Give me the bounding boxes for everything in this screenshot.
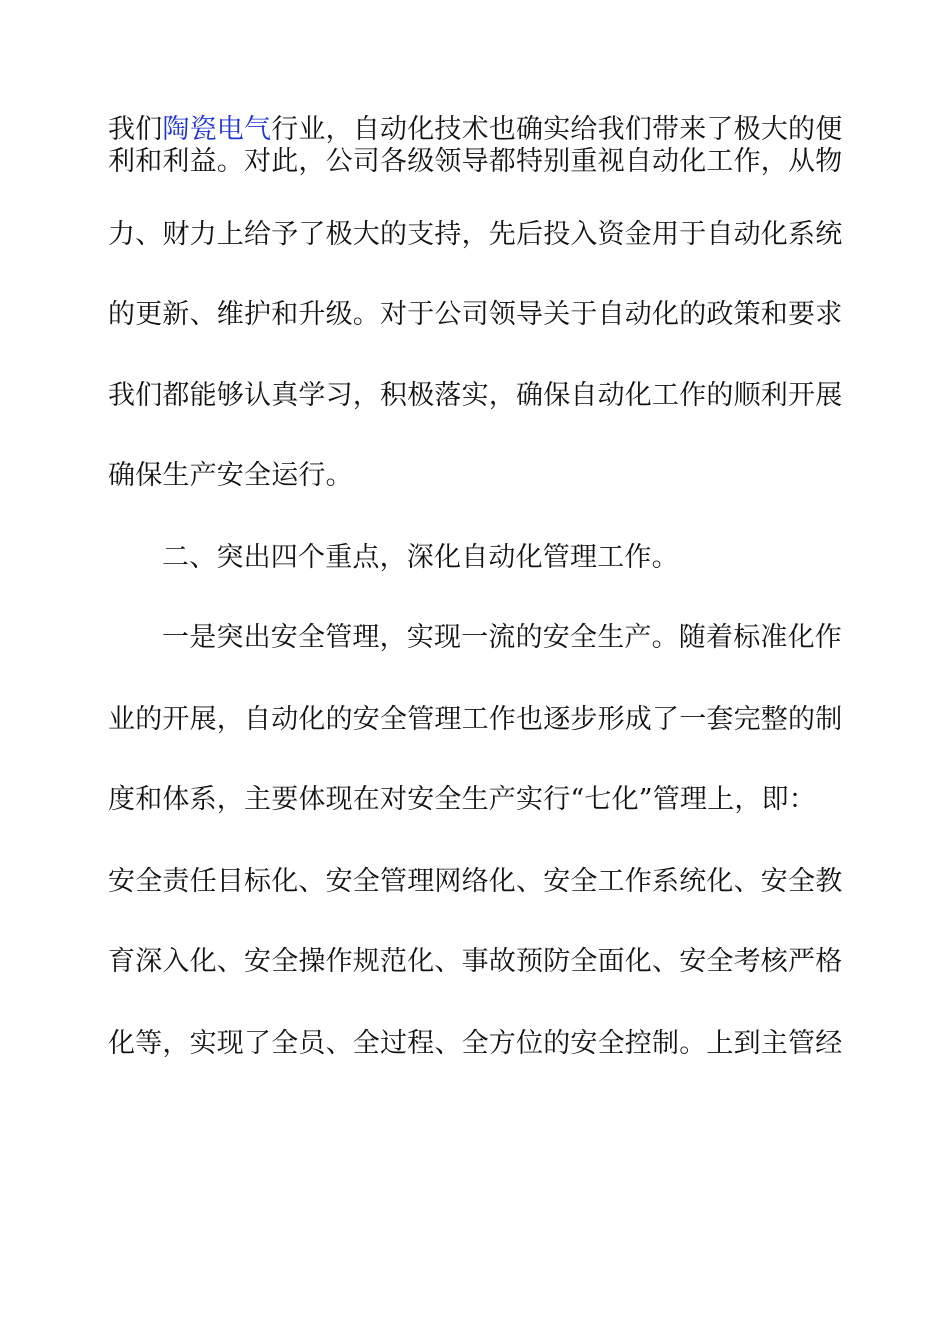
paragraph-line-12: 育深入化、安全操作规范化、事故预防全面化、安全考核严格 (108, 946, 843, 977)
section-heading: 二、突出四个重点，深化自动化管理工作。 (162, 542, 679, 573)
line-1-after-link: 行业，自动化技术也确实给我们带来了极大的便 (271, 114, 843, 145)
paragraph-line-2: 利和利益。对此，公司各级领导都特别重视自动化工作，从物 (108, 146, 843, 177)
paragraph-line-1 (108, 114, 848, 146)
paragraph-line-4: 的更新、维护和升级。对于公司领导关于自动化的政策和要求 (108, 299, 843, 330)
paragraph-line-8: 一是突出安全管理，实现一流的安全生产。随着标准化作 (162, 622, 842, 653)
paragraph-line-10: 度和体系，主要体现在对安全生产实行“七化”管理上，即： (108, 784, 817, 815)
paragraph-line-3: 力、财力上给予了极大的支持，先后投入资金用于自动化系统 (108, 219, 843, 250)
paragraph-line-9: 业的开展，自动化的安全管理工作也逐步形成了一套完整的制 (108, 704, 843, 735)
industry-link[interactable]: 陶瓷电气 (162, 114, 272, 145)
paragraph-line-11: 安全责任目标化、安全管理网络化、安全工作系统化、安全教 (108, 866, 843, 897)
paragraph-line-5: 我们都能够认真学习，积极落实，确保自动化工作的顺利开展 (108, 380, 843, 411)
paragraph-line-6: 确保生产安全运行。 (108, 460, 353, 491)
paragraph-line-13: 化等，实现了全员、全过程、全方位的安全控制。上到主管经 (108, 1028, 843, 1059)
line-1-before-link: 我们 (108, 114, 163, 145)
